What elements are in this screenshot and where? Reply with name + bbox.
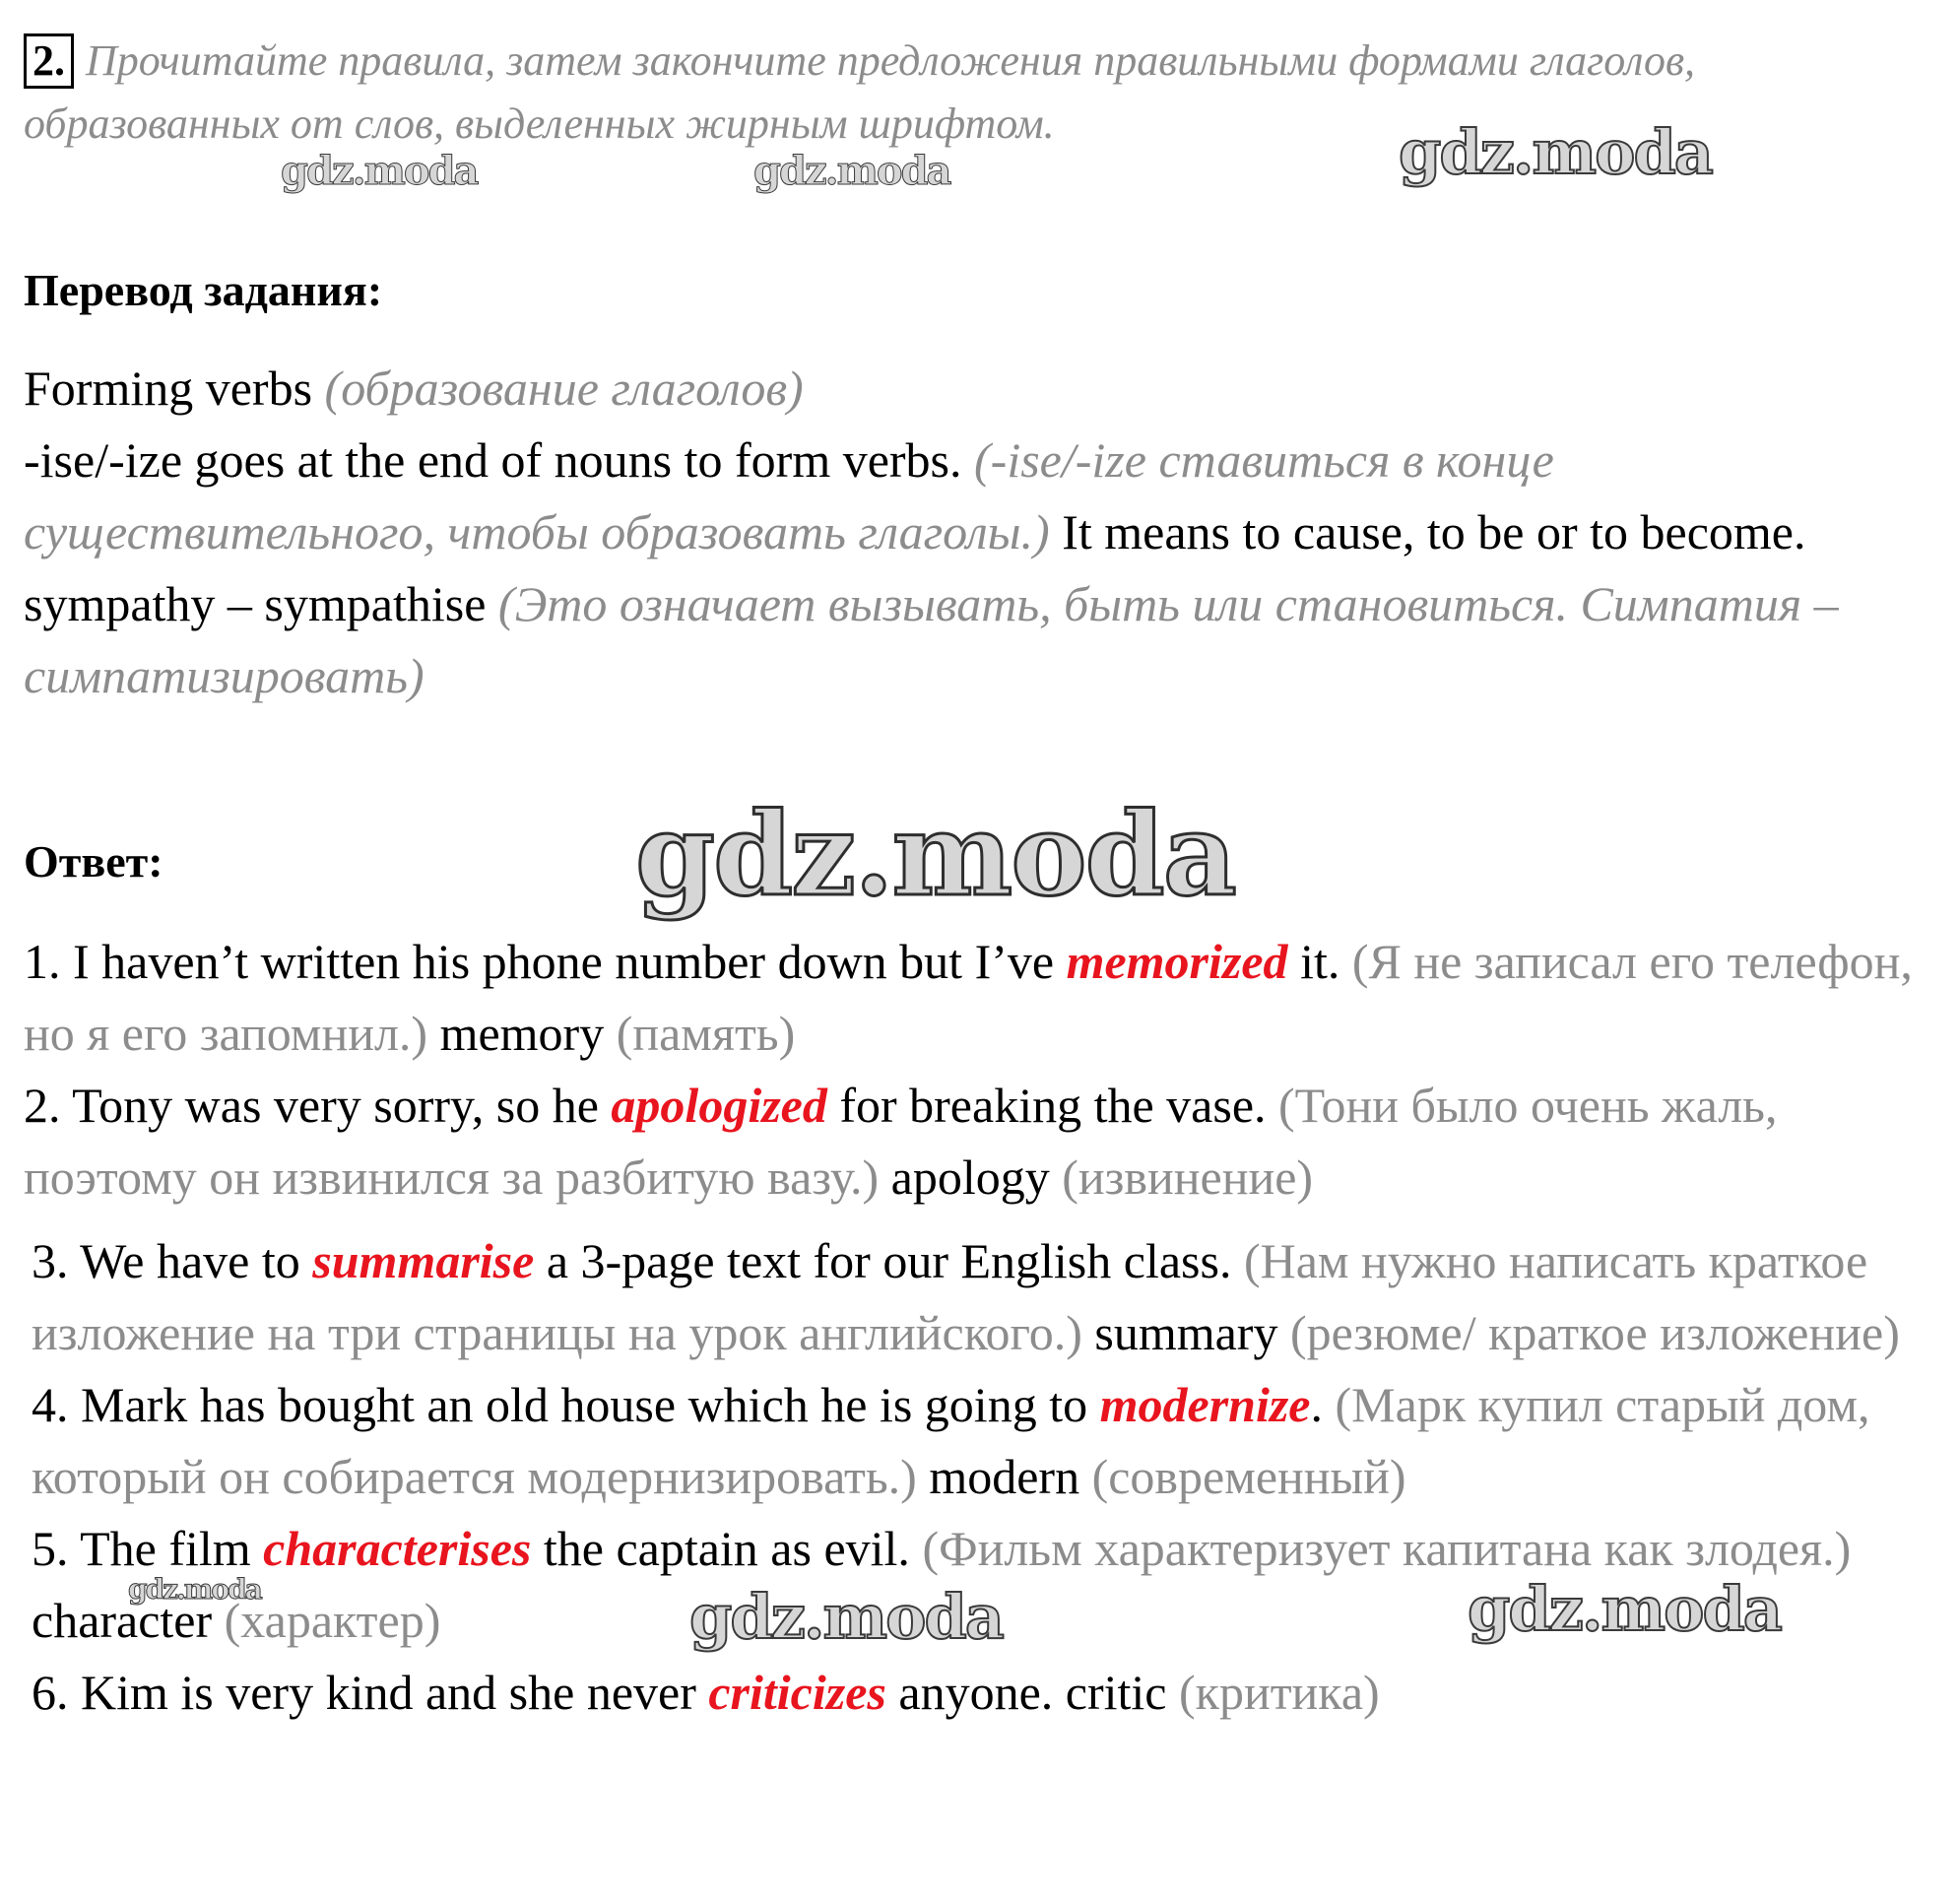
source-word: character: [32, 1593, 213, 1648]
watermark: gdz.moda: [128, 1573, 261, 1606]
answer-word: modernize: [1099, 1377, 1311, 1432]
rule-text: -ise/-ize goes at the end of nouns to form verbs.: [24, 432, 962, 488]
answer-word: characterises: [263, 1521, 532, 1576]
answer-word: summarise: [312, 1233, 535, 1288]
watermark: gdz.moda: [635, 788, 1235, 922]
answer-word: apologized: [611, 1078, 827, 1133]
task-instruction-text: Прочитайте правила, затем закончите предложения правильными формами глаголов, образованных от слов, выделенных жирным шрифтом.: [24, 36, 1696, 148]
rule-text-ru: (-ise/-ize ставиться в конце существительного, чтобы образовать глаголы.): [24, 432, 1554, 559]
source-word: summary: [1081, 1305, 1278, 1360]
translation-text: [24, 353, 1934, 712]
source-word: critic: [1053, 1665, 1167, 1720]
rule-title-ru: (образование глаголов): [324, 361, 804, 416]
task-number: 2.: [24, 33, 74, 89]
watermark: gdz.moda: [689, 1581, 1003, 1653]
watermark: gdz.moda: [281, 148, 478, 194]
answer-heading: Ответ:: [24, 836, 163, 886]
translation-heading: Перевод задания:: [24, 265, 383, 315]
answer-item: 3. We have to summarise a 3-page text for our English class. (Нам нужно написать краткое изложение на три страницы на урок английского.) summary (резюме/ краткое изложение): [32, 1233, 1900, 1360]
rule-meaning-ru: (Это означает вызывать, быть или становиться. Симпатия – симпатизировать): [24, 576, 1839, 703]
watermark: gdz.moda: [1468, 1573, 1781, 1645]
rule-meaning: It means to cause, to be or to become. sympathy – sympathise: [24, 504, 1806, 631]
watermark: gdz.moda: [1399, 116, 1712, 188]
answer-word: criticizes: [708, 1665, 886, 1720]
source-word: modern: [916, 1449, 1080, 1504]
answer-item: 6. Kim is very kind and she never criticizes anyone. critic (критика): [32, 1665, 1380, 1720]
answer-item: 2. Tony was very sorry, so he apologized for breaking the vase. (Тони было очень жаль, поэтому он извинился за разбитую вазу.) apology (извинение): [24, 1078, 1778, 1205]
answer-item: 5. The film characterises the captain as evil. (Фильм характеризует капитана как злодея.) character (характер): [32, 1521, 1852, 1648]
answer-item: 1. I haven’t written his phone number down but I’ve memorized it. (Я не записал его телефон, но я его запомнил.) memory (память): [24, 934, 1913, 1061]
source-word: apology: [879, 1149, 1050, 1205]
answer-item: 4. Mark has bought an old house which he is going to modernize. (Марк купил старый дом, который он собирается модернизировать.) modern (современный): [32, 1377, 1870, 1504]
source-word: memory: [427, 1006, 605, 1061]
watermark: gdz.moda: [753, 148, 950, 194]
rule-title: Forming verbs: [24, 361, 313, 416]
answer-word: memorized: [1066, 934, 1288, 989]
